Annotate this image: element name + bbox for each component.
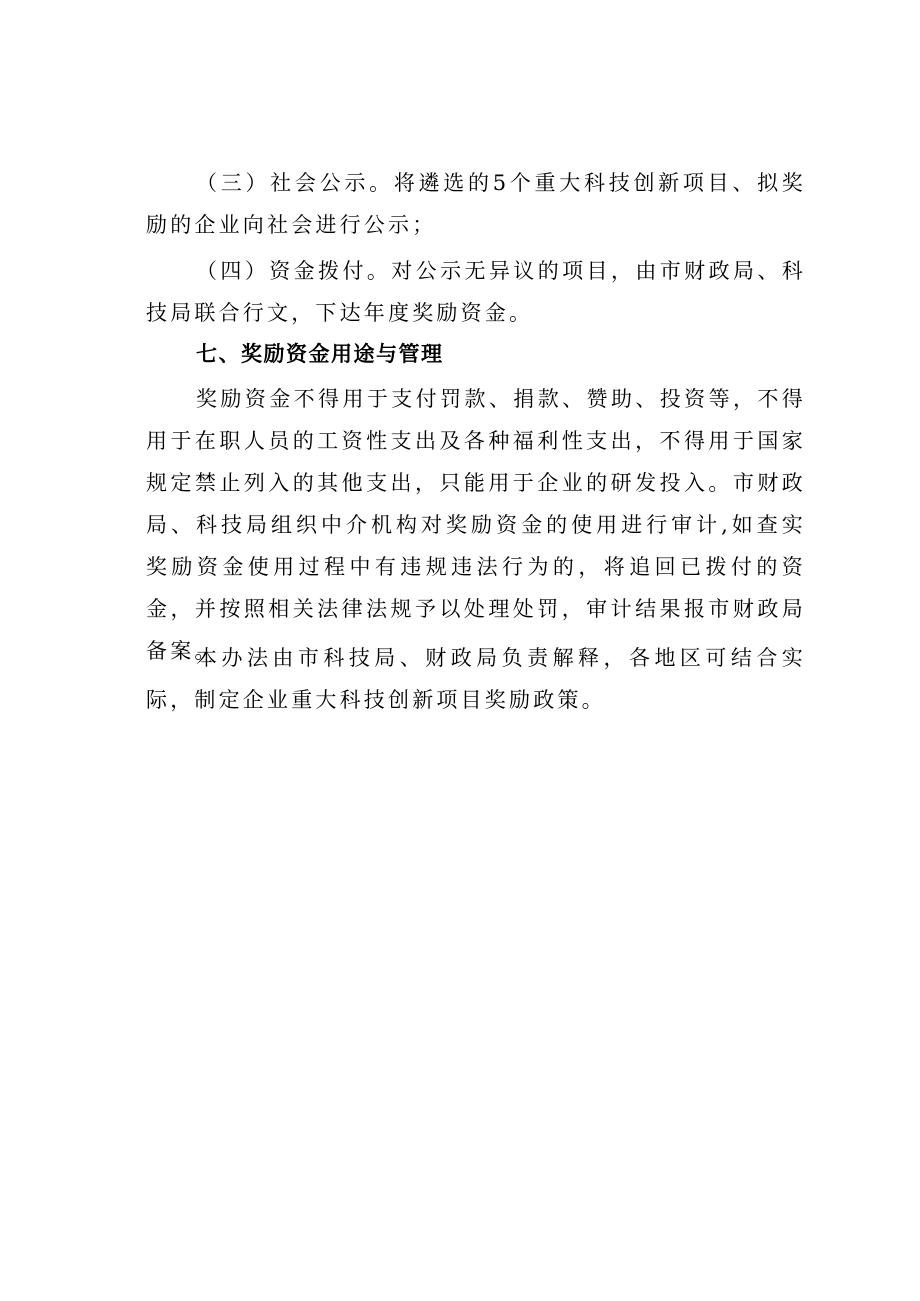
paragraph-social-publicity: （三）社会公示。将遴选的5个重大科技创新项目、拟奖励的企业向社会进行公示； bbox=[146, 171, 806, 237]
paragraph-fund-allocation: （四）资金拨付。对公示无异议的项目，由市财政局、科技局联合行文，下达年度奖励资金。 bbox=[146, 259, 806, 325]
paragraph-interpretation: 本办法由市科技局、财政局负责解释，各地区可结合实际，制定企业重大科技创新项目奖励政策。 bbox=[146, 646, 806, 712]
section-heading-fund-usage: 七、奖励资金用途与管理 bbox=[196, 342, 444, 366]
paragraph-fund-usage-rules: 奖励资金不得用于支付罚款、捐款、赞助、投资等，不得用于在职人员的工资性支出及各种福利性支出，不得用于国家规定禁止列入的其他支出，只能用于企业的研发投入。市财政局、科技局组织中介机构对奖励资金的使用进行审计,如查实奖励资金使用过程中有违规违法行为的，将追回已拨付的资金，并按照相关法律法规予以处理处罚，审计结果报市财政局备案。 bbox=[146, 387, 806, 663]
